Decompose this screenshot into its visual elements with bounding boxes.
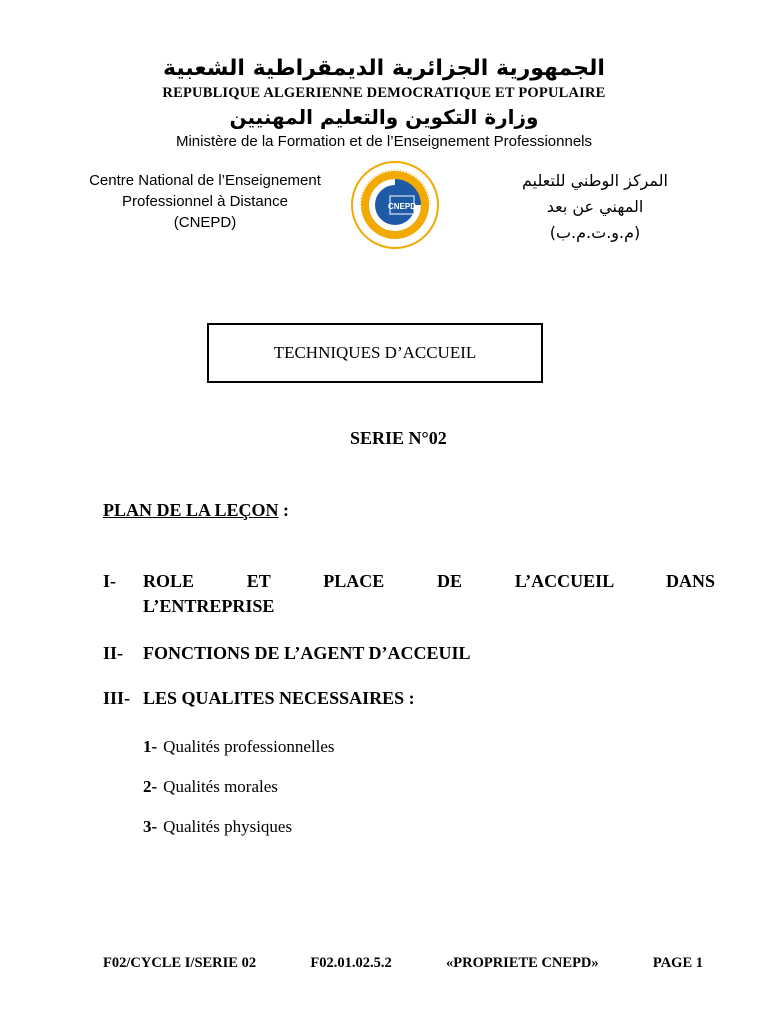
french-republic-heading: REPUBLIQUE ALGERIENNE DEMOCRATIQUE ET POPULAIRE xyxy=(162,85,606,101)
document-title-box xyxy=(207,323,543,383)
outline-item-text: FONCTIONS DE L’AGENT D’ACCEUIL xyxy=(143,643,471,663)
outline-item-2 xyxy=(103,643,715,664)
lesson-plan-heading xyxy=(103,500,289,521)
subitem-1 xyxy=(143,737,335,757)
lesson-plan-label: PLAN DE LA LEÇON xyxy=(103,500,279,520)
footer-cycle: F02/CYCLE I/SERIE 02 xyxy=(103,955,257,971)
document-title: TECHNIQUES D’ACCUEIL xyxy=(273,343,477,362)
center-fr-line1: Centre National de l’Enseignement xyxy=(89,172,321,189)
french-ministry-heading: Ministère de la Formation et de l’Enseignement Professionnels xyxy=(175,133,593,150)
subitem-number: 1- xyxy=(143,737,158,756)
subitem-number: 3- xyxy=(143,817,158,836)
cnepd-logo-icon xyxy=(350,160,440,250)
outline-item-3 xyxy=(103,688,715,709)
outline-item-1-continuation: L’ENTREPRISE xyxy=(143,596,275,616)
outline-item-text: LES QUALITES NECESSAIRES : xyxy=(143,688,415,708)
arabic-republic-heading: الجمهورية الجزائرية الديمقراطية الشعبية xyxy=(163,56,605,81)
center-ar-line3: (م.و.ت.م.ب) xyxy=(549,223,641,242)
subitem-text: Qualités morales xyxy=(163,777,278,796)
center-ar-line2: المهني عن بعد xyxy=(546,197,644,216)
subitem-text: Qualités professionnelles xyxy=(163,737,335,756)
subitem-3 xyxy=(143,817,292,837)
center-fr-line2: Professionnel à Distance xyxy=(122,193,288,210)
outline-item-number: II- xyxy=(103,643,124,663)
page-footer xyxy=(103,955,703,972)
subitem-2 xyxy=(143,777,278,797)
serie-number: SERIE N°02 xyxy=(350,428,447,448)
subitem-number: 2- xyxy=(143,777,158,796)
center-fr-line3: (CNEPD) xyxy=(173,214,237,231)
footer-page-number: PAGE 1 xyxy=(652,955,703,971)
footer-property: «PROPRIETE CNEPD» xyxy=(445,955,599,971)
outline-item-text: ROLE ET PLACE DE L’ACCUEIL DANS xyxy=(143,571,715,591)
logo-text: CNEPD xyxy=(387,202,417,211)
center-name-french xyxy=(70,170,340,233)
center-name-arabic xyxy=(470,168,720,246)
footer-code: F02.01.02.5.2 xyxy=(310,955,392,971)
subitem-text: Qualités physiques xyxy=(163,817,293,836)
outline-item-number: III- xyxy=(103,688,131,708)
center-ar-line1: المركز الوطني للتعليم xyxy=(522,171,668,190)
outline-item-1 xyxy=(103,571,715,592)
arabic-ministry-heading: وزارة التكوين والتعليم المهنيين xyxy=(229,105,539,129)
lesson-plan-suffix: : xyxy=(278,500,290,520)
outline-item-number: I- xyxy=(103,571,116,591)
